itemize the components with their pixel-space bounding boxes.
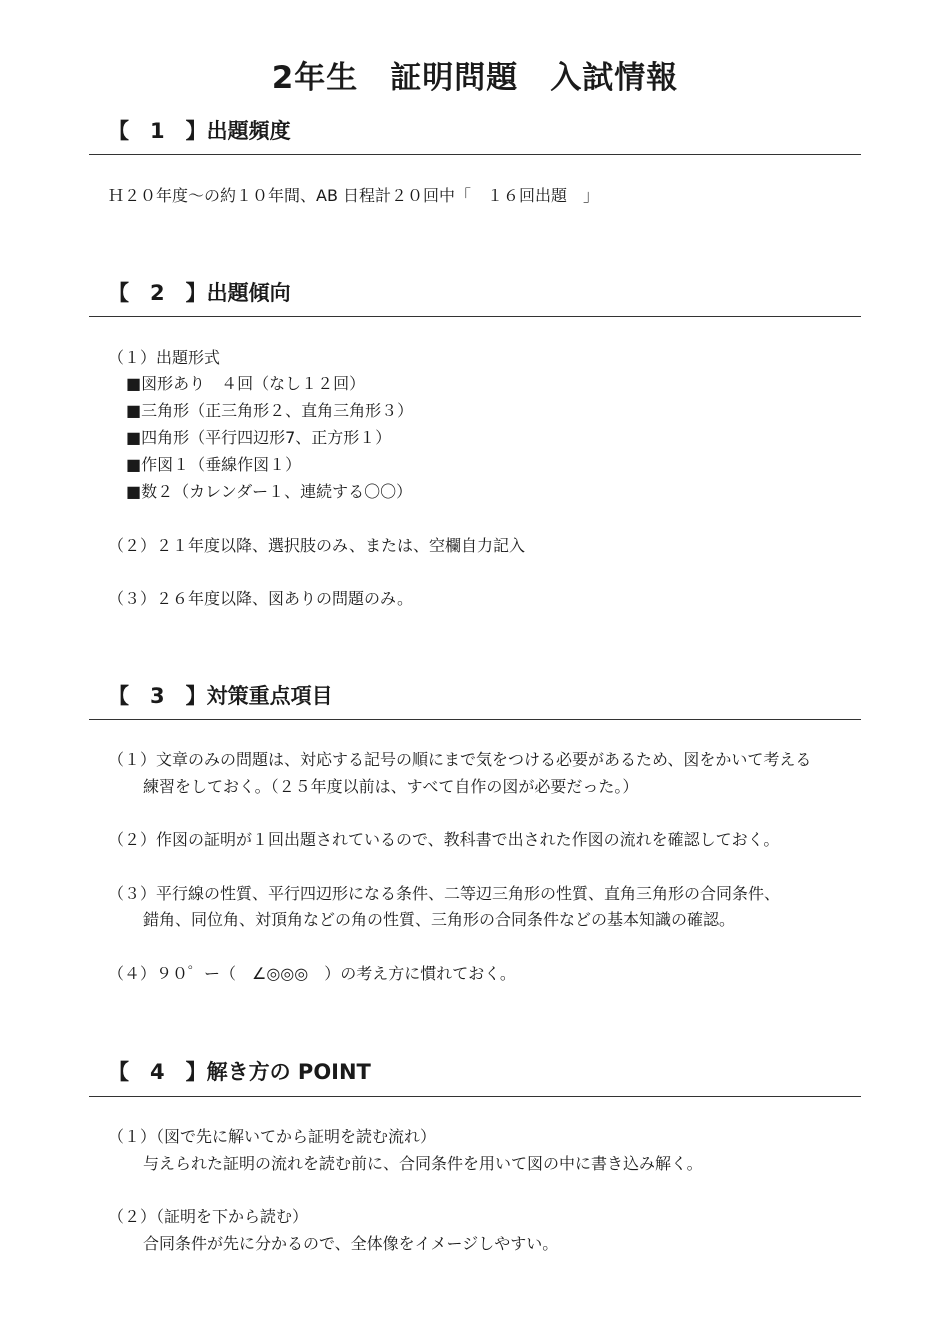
tendency-bullet-quadrilateral: ■四角形（平行四辺形7、正方形１）	[126, 428, 392, 447]
section-divider	[89, 1096, 861, 1097]
point-item-2-detail: 合同条件が先に分かるので、全体像をイメージしやすい。	[143, 1234, 559, 1253]
page-title: 2年生 証明問題 入試情報	[271, 60, 679, 96]
section-2-heading: 【 2 】出題傾向	[108, 281, 291, 305]
tendency-item-choices: （２）２１年度以降、選択肢のみ、または、空欄自力記入	[108, 536, 525, 555]
strategy-item-4: （４）９０゜ー（ ∠◎◎◎ ）の考え方に慣れておく。	[108, 964, 516, 983]
strategy-item-3-cont: 錯角、同位角、対頂角などの角の性質、三角形の合同条件などの基本知識の確認。	[143, 910, 736, 929]
frequency-text: Ｈ２０年度～の約１０年間、AB 日程計２０回中「 １６回出題 」	[108, 186, 600, 205]
point-item-1-detail: 与えられた証明の流れを読む前に、合同条件を用いて図の中に書き込み解く。	[143, 1154, 703, 1173]
point-item-1: （１）（図で先に解いてから証明を読む流れ）	[108, 1127, 437, 1146]
point-item-2: （２）（証明を下から読む）	[108, 1207, 309, 1226]
tendency-bullet-construction: ■作図１（垂線作図１）	[126, 455, 302, 474]
section-1-heading: 【 1 】出題頻度	[108, 119, 291, 143]
section-divider	[89, 316, 861, 317]
section-3-heading: 【 3 】対策重点項目	[108, 684, 333, 708]
tendency-bullet-figure: ■図形あり ４回（なし１２回）	[126, 374, 366, 393]
tendency-item-format: （１）出題形式	[108, 348, 221, 367]
section-divider	[89, 719, 861, 720]
tendency-item-figure-only: （３）２６年度以降、図ありの問題のみ。	[108, 589, 413, 608]
tendency-bullet-triangle: ■三角形（正三角形２、直角三角形３）	[126, 401, 414, 420]
section-4-heading: 【 4 】解き方の POINT	[108, 1060, 371, 1084]
tendency-bullet-number: ■数２（カレンダー１、連続する〇〇）	[126, 482, 413, 501]
strategy-item-1-cont: 練習をしておく。（２５年度以前は、すべて自作の図が必要だった。）	[143, 777, 639, 796]
strategy-item-1: （１）文章のみの問題は、対応する記号の順にまで気をつける必要があるため、図をかいて考える	[108, 750, 812, 769]
strategy-item-2: （２）作図の証明が１回出題されているので、教科書で出された作図の流れを確認しておく。	[108, 830, 780, 849]
strategy-item-3: （３）平行線の性質、平行四辺形になる条件、二等辺三角形の性質、直角三角形の合同条件、	[108, 884, 781, 903]
section-divider	[89, 154, 861, 155]
